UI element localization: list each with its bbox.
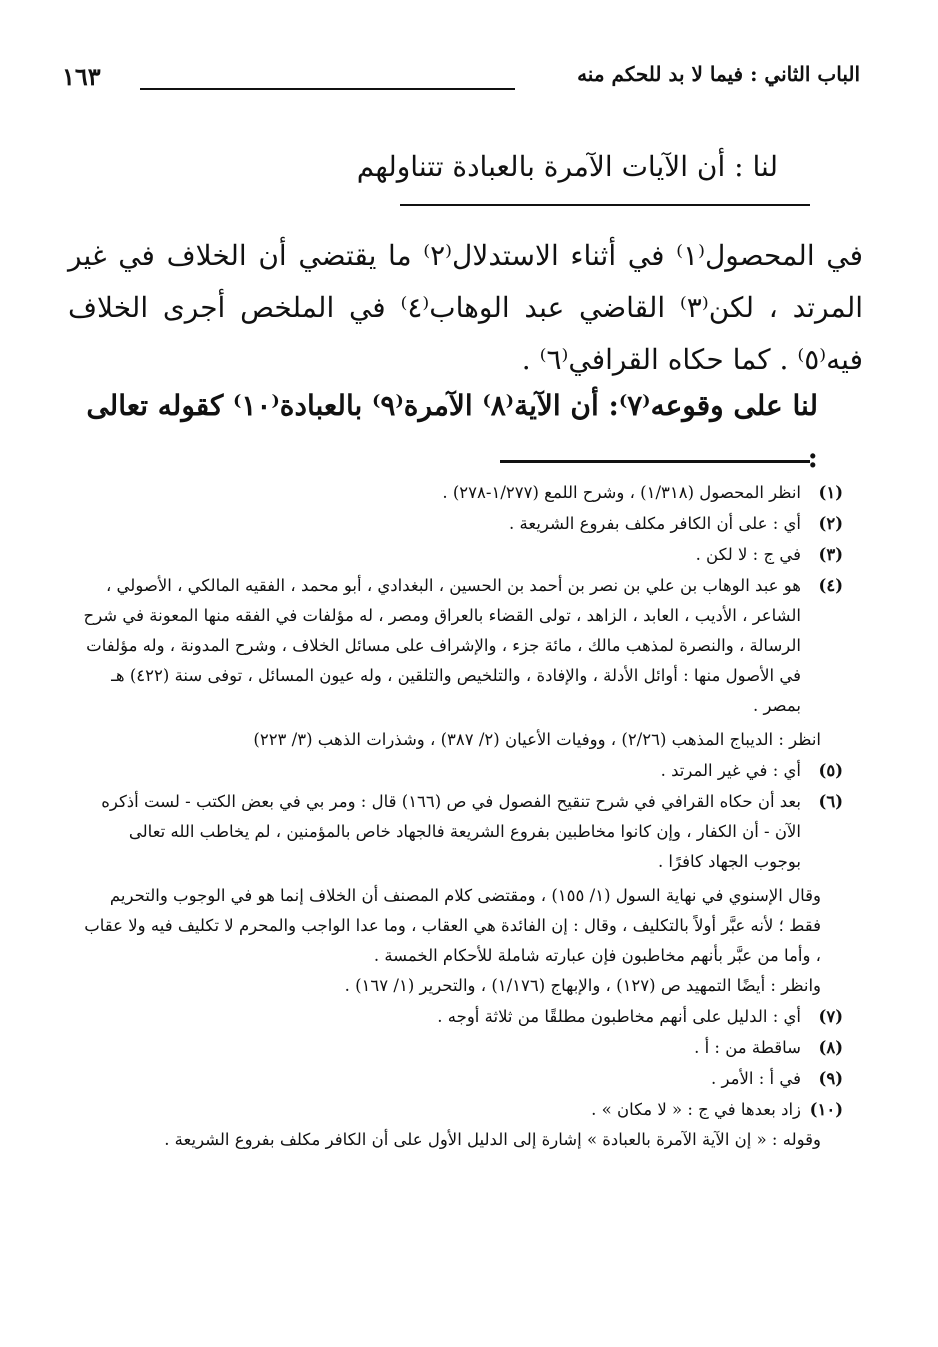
footnote-continuation: وقال الإسنوي في نهاية السول (١/ ١٥٥) ، ومقتضى كلام المصنف أن الخلاف إنما هو في الوجوب والتحريم فقط ؛ لأنه عبَّر أولاً بالتكليف ، وقال : إن الفائدة هي العقاب ، وما عدا الواجب والمحرم لا تكليف فيه ولا عقاب ، وأما من عبَّر بأنهم مخاطبون فإن عبارته شاملة للأحكام الخمسة . xyxy=(84,886,821,965)
footnote-number: (٢) xyxy=(818,514,843,533)
header-rule xyxy=(140,88,515,90)
footnote-number: (٥) xyxy=(818,761,843,780)
page-number: ١٦٣ xyxy=(62,62,101,91)
footnote-text: زاد بعدها في ج : « لا مكان » . xyxy=(591,1100,801,1119)
footnote-reference-line: انظر : الديباج المذهب (٢/٢٦) ، ووفيات الأعيان (٢/ ٣٨٧) ، وشذرات الذهب (٣/ ٢٢٣) xyxy=(253,730,821,749)
footnote-continuation: وقوله : « إن الآية الآمرة بالعبادة » إشارة إلى الدليل الأول على أن الكافر مكلف بفروع الشريعة . xyxy=(164,1130,821,1149)
footnote-number: (٦) xyxy=(818,792,843,811)
footnote-number: (٨) xyxy=(818,1038,843,1057)
footnote-reference-line: وانظر : أيضًا التمهيد ص (١٢٧) ، والإبهاج (١/١٧٦) ، والتحرير (١/ ١٦٧) . xyxy=(344,976,821,995)
argument-line: لنا على وقوعه⁽٧⁾: أن الآية⁽٨⁾ الآمرة⁽٩⁾ بالعبادة⁽١٠⁾ كقوله تعالى : xyxy=(86,389,818,474)
footnote-text: أي : في غير المرتد . xyxy=(660,761,801,780)
section-rule xyxy=(400,204,810,206)
footnote-text: في ج : لا لكن . xyxy=(695,545,801,564)
body-paragraph: في المحصول⁽١⁾ في أثناء الاستدلال⁽٢⁾ ما يقتضي أن الخلاف في غير المرتد ، لكن⁽٣⁾ القاضي عبد الوهاب⁽٤⁾ في الملخص أجرى الخلاف فيه⁽٥⁾ . كما حكاه القرافي⁽٦⁾ . xyxy=(68,239,864,376)
footnote-number: (١) xyxy=(818,483,843,502)
footnote-5 xyxy=(78,756,843,786)
footnote-3 xyxy=(78,540,843,570)
footnote-number: (٤) xyxy=(818,576,843,595)
footnote-number: (٣) xyxy=(818,545,843,564)
footnote-number: (٧) xyxy=(818,1007,843,1026)
footnote-text: في أ : الأمر . xyxy=(711,1069,801,1088)
footnote-1 xyxy=(78,478,843,508)
footnote-text: هو عبد الوهاب بن علي بن نصر بن أحمد بن الحسين ، البغدادي ، أبو محمد ، الفقيه المالكي ، الأصولي ، الشاعر ، الأديب ، العابد ، الزاهد ، تولى القضاء بالعراق ومصر ، له مؤلفات في الفقه منها المعونة في شرح الرسالة ، والنصرة لمذهب مالك ، مائة جزء ، والإشراف على مسائل الخلاف ، وشرح المدونة ، وله مؤلفات في الأصول منها : أوائل الأدلة ، والإفادة ، والتلخيص والتلقين ، وله عيون المسائل ، توفى سنة (٤٢٢) هـ بمصر . xyxy=(83,576,801,715)
footnote-text: بعد أن حكاه القرافي في شرح تنقيح الفصول في ص (١٦٦) قال : ومر بي في بعض الكتب - لست أذكره الآن - أن الكفار ، وإن كانوا مخاطبين بفروع الشريعة فالجهاد خاص بالمؤمنين ، لم يخاطب الله تعالى بوجوب الجهاد كافرًا . xyxy=(101,792,801,871)
footnotes-list xyxy=(78,478,843,1156)
footnote-number: (١٠) xyxy=(809,1100,843,1119)
section-heading: لنا : أن الآيات الآمرة بالعبادة تتناولهم xyxy=(356,150,778,183)
footnote-text: انظر المحصول (١/٣١٨) ، وشرح اللمع (١/٢٧٧-٢٧٨) . xyxy=(442,483,801,502)
footnote-8 xyxy=(78,1033,843,1063)
footnote-6 xyxy=(78,787,843,1001)
footnote-number: (٩) xyxy=(818,1069,843,1088)
footnote-10 xyxy=(78,1095,843,1155)
footnote-4 xyxy=(78,571,843,755)
footnote-separator xyxy=(500,460,810,463)
running-header-title: الباب الثاني : فيما لا بد للحكم منه xyxy=(577,62,860,86)
footnote-2 xyxy=(78,509,843,539)
footnote-7 xyxy=(78,1002,843,1032)
footnote-text: أي : على أن الكافر مكلف بفروع الشريعة . xyxy=(509,514,801,533)
footnote-text: ساقطة من : أ . xyxy=(694,1038,801,1057)
footnote-text: أي : الدليل على أنهم مخاطبون مطلقًا من ثلاثة أوجه . xyxy=(437,1007,801,1026)
footnote-9 xyxy=(78,1064,843,1094)
